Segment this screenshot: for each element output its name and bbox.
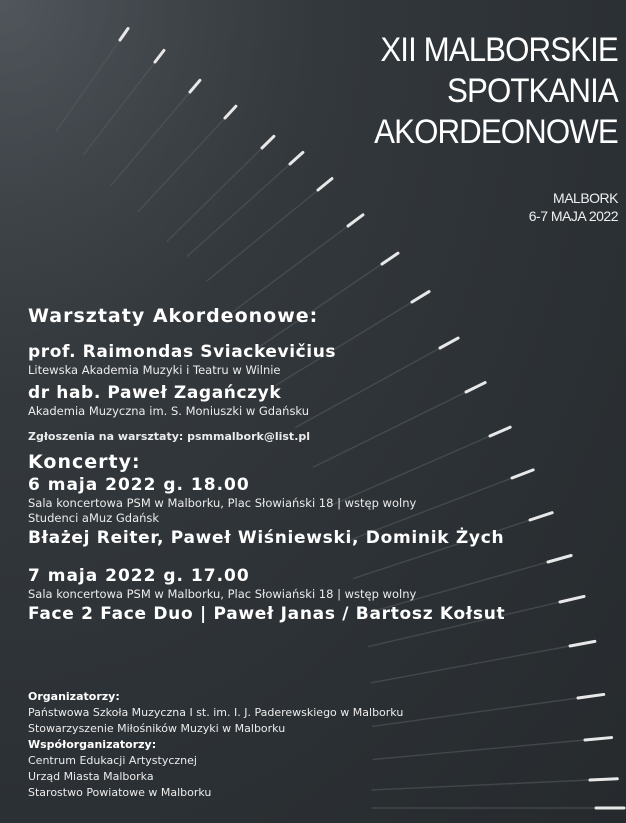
concert-note: Studenci aMuz Gdańsk	[28, 511, 160, 525]
program	[28, 304, 608, 626]
organizer-item: Państwowa Szkoła Muzyczna I st. im. I. J. Paderewskiego w Malborku	[28, 706, 404, 719]
title-line-3: AKORDEONOWE	[374, 113, 618, 151]
workshops-heading: Warsztaty Akordeonowe:	[28, 305, 319, 327]
workshop-leader-name: dr hab. Paweł Zagańczyk	[28, 383, 282, 403]
festival-title	[353, 30, 618, 153]
concert-venue: Sala koncertowa PSM w Malborku, Plac Słowiański 18 | wstęp wolny	[28, 496, 417, 510]
concert-venue: Sala koncertowa PSM w Malborku, Plac Słowiański 18 | wstęp wolny	[28, 587, 417, 601]
concert-performers: Błażej Reiter, Paweł Wiśniewski, Dominik Żych	[28, 528, 505, 548]
festival-dates: 6-7 MAJA 2022	[528, 208, 618, 224]
co-organizer-item: Urząd Miasta Malborka	[28, 770, 154, 783]
organizers	[28, 689, 588, 801]
concert-performers: Face 2 Face Duo | Paweł Janas / Bartosz Kołsut	[28, 604, 506, 624]
concert-date: 6 maja 2022 g. 18.00	[28, 475, 250, 495]
co-organizer-item: Starostwo Powiatowe w Malborku	[28, 786, 212, 799]
organizer-item: Stowarzyszenie Miłośników Muzyki w Malborku	[28, 722, 286, 735]
workshop-leader-name: prof. Raimondas Sviackevičius	[28, 342, 337, 362]
place-and-dates	[529, 189, 618, 225]
co-organizers-heading: Współorganizatorzy:	[28, 738, 157, 751]
workshop-signup: Zgłoszenia na warsztaty: psmmalbork@list.pl	[28, 430, 311, 443]
workshop-leader-affiliation: Akademia Muzyczna im. S. Moniuszki w Gdańsku	[28, 404, 310, 418]
organizers-heading: Organizatorzy:	[28, 690, 120, 703]
accordion-button-highlight	[590, 779, 617, 780]
title-line-1: XII MALBORSKIE	[380, 31, 618, 69]
workshop-leader-affiliation: Litewska Akademia Muzyki i Teatru w Wilnie	[28, 363, 281, 377]
co-organizer-item: Centrum Edukacji Artystycznej	[28, 754, 197, 767]
city: MALBORK	[553, 190, 618, 206]
title-line-2: SPOTKANIA	[447, 72, 618, 110]
concerts-heading: Koncerty:	[28, 451, 141, 473]
concert-date: 7 maja 2022 g. 17.00	[28, 566, 250, 586]
